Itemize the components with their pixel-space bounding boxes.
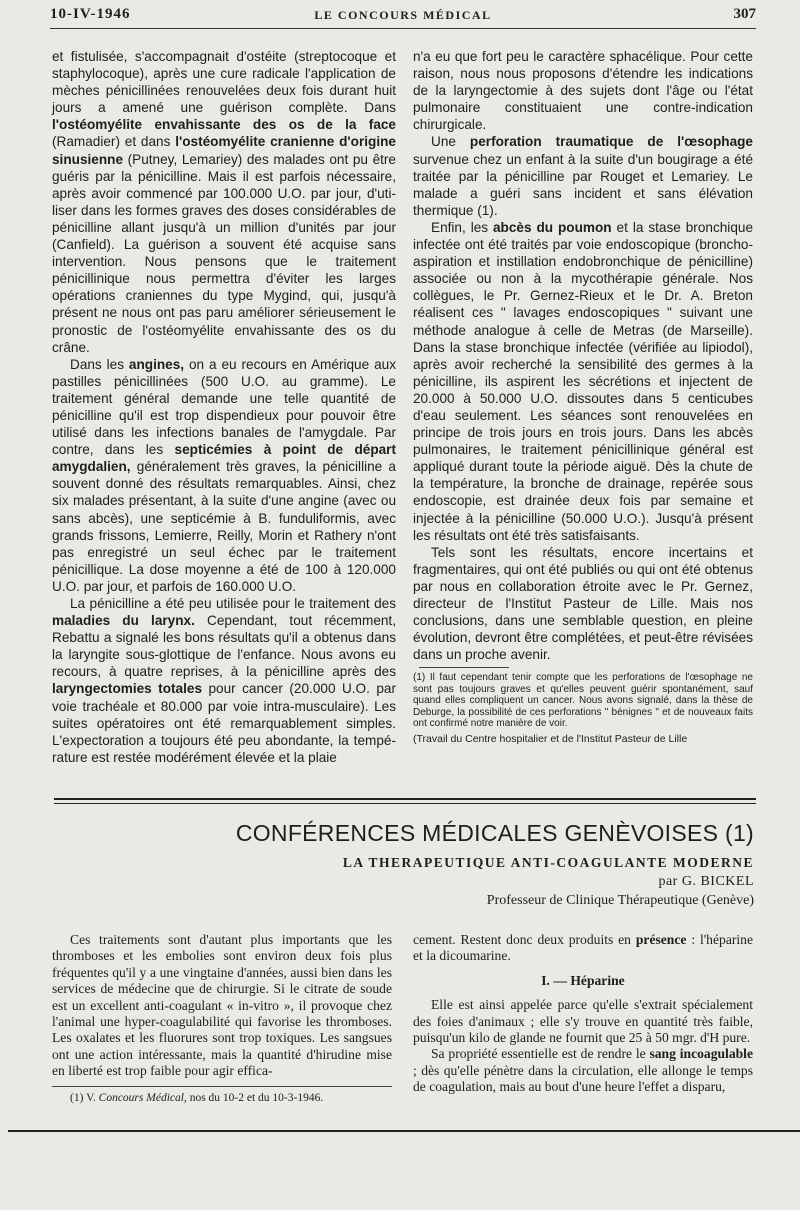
text-run: survenue chez un enfant à la suite d'un bougirage a été traitée par la pénicilline par Rouget et Lemariey. Le malade a guéri sans incident et sans élévation thermique (1). [413, 151, 753, 218]
text-run: (Ramadier) et dans [52, 134, 176, 150]
article-subtitle: LA THERAPEUTIQUE ANTI-COAGULANTE MODERNE [342, 855, 754, 870]
article-right-column [413, 48, 753, 746]
paragraph [52, 595, 396, 766]
article-author: par G. BICKEL [658, 874, 754, 889]
footnote-rule [52, 1086, 392, 1087]
bold-term: perforation traumatique de l'œsophage [469, 134, 753, 150]
paragraph [52, 356, 396, 595]
section-left-column [52, 932, 392, 1105]
header-rule [50, 28, 756, 29]
paragraph [413, 1046, 753, 1095]
bold-term: abcès du poumon [493, 219, 612, 235]
page-number: 307 [733, 6, 756, 22]
section-divider-thin [54, 803, 756, 804]
text-run: ; dès qu'elle pénètre dans la circulation, elle allonge le temps de coagulation, mais au bout d'une heure l'effet a disparu, [413, 1062, 753, 1095]
paragraph [413, 544, 753, 664]
paragraph [413, 48, 753, 133]
paragraph: Ces traitements sont d'autant plus importants que les thromboses et les embolies sont environ deux fois plus fréquentes qu'il y a une vingtaine d'années, aussi bien dans les services de médecine que de chirurgie. Si le citrate de soude est un excellent anti-coagulant « in-vitro », il provoque chez l'animal une hyper-coagulabilité qui favorise les thromboses. Les oxalates et les fluorures sont trop toxiques. Les sangsues ont une action intéressante, mais la quantité d'hirudine mise en liberté est trop faible pour agir effica- [52, 932, 392, 1079]
section-title: CONFÉRENCES MÉDICALES GENÈVOISES (1) [235, 820, 754, 846]
text-run: Sa propriété essentielle est de rendre le [431, 1046, 650, 1062]
text-run: cement. Restent donc deux produits en [413, 932, 636, 947]
bottom-rule [8, 1130, 800, 1132]
text-run: Enfin, les [431, 219, 493, 235]
bold-term: maladies du larynx. [52, 613, 195, 629]
journal-title: LE CONCOURS MÉDICAL [314, 8, 492, 22]
bold-term: septicémies à point de départ amygdalien, [52, 442, 396, 475]
text-run: (Putney, Lemariey) des malades ont pu être guéris par la pénicilline. Mais il est parfois nécessaire, après avoir commencé par 100.000 U.O. par jour, d'utiliser dans les formes graves des doses considérables de pénicilline allant jusqu'à un million d'unités par jour (Canfield). La guérison a souvent été acquise sans intervention. Nous pensons que le traitement pénicillinique nous permettra d'éviter les larges opérations craniennes du type Mygind, qui, jusqu'à présent ne nous ont pas paru améliorer sérieusement le pronostic de l'ostéomyélite envahissante des os du crâne. [52, 151, 396, 355]
article-attribution: (Travail du Centre hospitalier et de l'Institut Pasteur de Lille [413, 732, 688, 745]
text-run: La pénicilline a été peu utilisée pour le traitement des [70, 596, 396, 611]
paragraph [413, 932, 753, 965]
text-run: Cependant, tout récemment, Rebattu a signalé les bons résultats qu'il a obtenus dans la laryngite sous-glottique de l'enfance. Nous avons eu recours, à quatre reprises, à la pénicilline après des [52, 613, 396, 680]
paragraph [413, 133, 753, 218]
text-run: : l'héparine et la dicoumarine. [413, 932, 753, 964]
text-run: Une [431, 134, 470, 150]
author-affiliation: Professeur de Clinique Thérapeutique (Genève) [486, 893, 754, 908]
text-run: et fistulisée, s'accompagnait d'ostéite (streptocoque et staphylocoque), après une cure radicale l'application de mèches pénicillinées renouvelées deux fois durant huit jours a amené une guérison complète. Dans [52, 49, 396, 116]
text-run: on a eu recours en Amérique aux pastilles pénicillinées (500 U.O. au gramme). Le traitement général demande une telle quantité de pénicilline qu'il est trop dispendieux pour pouvoir être utilisé dans les infections banales de l'amygdale. Par contre, dans les [52, 356, 396, 458]
text-run: Dans les [70, 356, 129, 372]
section-right-column [413, 932, 753, 1096]
subsection-heading: I. — Héparine [541, 972, 625, 988]
bold-term: laryngectomies totales [52, 681, 203, 697]
text-run: Tels sont les résultats, encore incertains et fragmentaires, qui ont été publiés ou qui ont été obtenus par nous en collaboration étroite avec le Pr. Gernez, directeur de l'Institut Pasteur de Lille. Mais nos conclusions, dans une semblable question, en pleine évolution, devront être complétées, et peut-être révisées dans un proche avenir. [413, 544, 753, 663]
issue-date: 10-IV-1946 [50, 6, 131, 22]
section-footnote: (1) V. Concours Médical, nos du 10-2 et du 10-3-1946. [70, 1091, 324, 1104]
section-divider [54, 798, 756, 800]
text-run: et la stase bronchique infectée ont été traités par voie endoscopique (broncho-aspiration et instillation endobronchique de pénicilline) associée ou non à la mycothérapie générale. Nos collègues, le Pr. Gernez-Rieux et le Dr. A. Breton réalisent ces " lavages endoscopiques " suivant une méthode analogue à celle de Metras (de Marseille). Dans la stase bronchique infectée (vérifiée au lipiodol), après avoir recherché la sensibilité des germes à la pénicilline, ils aspirent les sécrétions et injectent de 20.000 à 50.000 U.O. dissoutes dans 5 centicubes d'eau seulement. Les séances sont renouvelées en principe de trois jours en trois jours. Dans les abcès pulmonaires, le traitement pénicillinique général est appliqué durant toute la période aiguë. Dès la chute de la température, la bronche de drainage, repérée sous endoscopie, est drainée deux fois par semaine et injectée à la pénicilline (50.000 U.O.). Jusqu'à présent les résultats ont été très satisfaisants. [413, 219, 754, 543]
paragraph: Elle est ainsi appelée parce qu'elle s'extrait spécialement des foies d'animaux ; elle s'y trouve en quantité très faible, puisqu'un kilo de glande ne fournit que 25 à 50 mgr. d'H pure. [413, 997, 753, 1046]
bold-term: sang incoagulable [649, 1046, 753, 1062]
page-header [50, 6, 756, 28]
paragraph [413, 219, 753, 544]
paragraph [52, 48, 396, 356]
bold-term: présence [635, 932, 687, 947]
bold-term: l'ostéomyélite envahissante des os de la face [52, 117, 396, 133]
text-run: généralement très graves, la pénicilline a souvent donné des résultats remarquables. Ainsi, chez six malades présentant, à la suite d'une angine (avec ou sans abcès), une septicémie à B. funduliformis, avec grands frissons, Lemierre, Reilly, Morin et Rathery n'ont pas enregistré un seul échec par le traitement pénicillique. La dose moyenne a été de 100 à 120.000 U.O. par jour, et parfois de 160.000 U.O. [52, 459, 396, 594]
text-run: pour cancer (20.000 U.O. par voie trachéale et 80.000 par voie intra-musculaire). Les suites opératoires ont été remarquablement simples. L'expectoration a toujours été peu abondante, la température est restée modérément élevée et la plaie [52, 681, 397, 765]
article-left-column [52, 48, 396, 766]
text-run: n'a eu que fort peu le caractère sphacélique. Pour cette raison, nous nous proposons d'étendre les indications de la laryngectomie à des sujets dont l'âge ou l'état pulmonaire constituaient une contre-indication chirurgicale. [413, 49, 753, 133]
bold-term: l'ostéomyélite cranienne d'origine sinusienne [52, 134, 396, 167]
footnote-rule [419, 667, 509, 668]
bold-term: angines, [128, 356, 185, 372]
footnote: (1) Il faut cependant tenir compte que les perforations de l'œsophage ne sont pas toujours graves et qu'elles peuvent guérir spontanément, sauf quand elles compliquent un cancer. Nous avons signalé, dans la thèse de Deburge, la possibilité de ces perforations " bénignes " et de nouveaux faits ont confirmé notre manière de voir. [413, 672, 753, 730]
